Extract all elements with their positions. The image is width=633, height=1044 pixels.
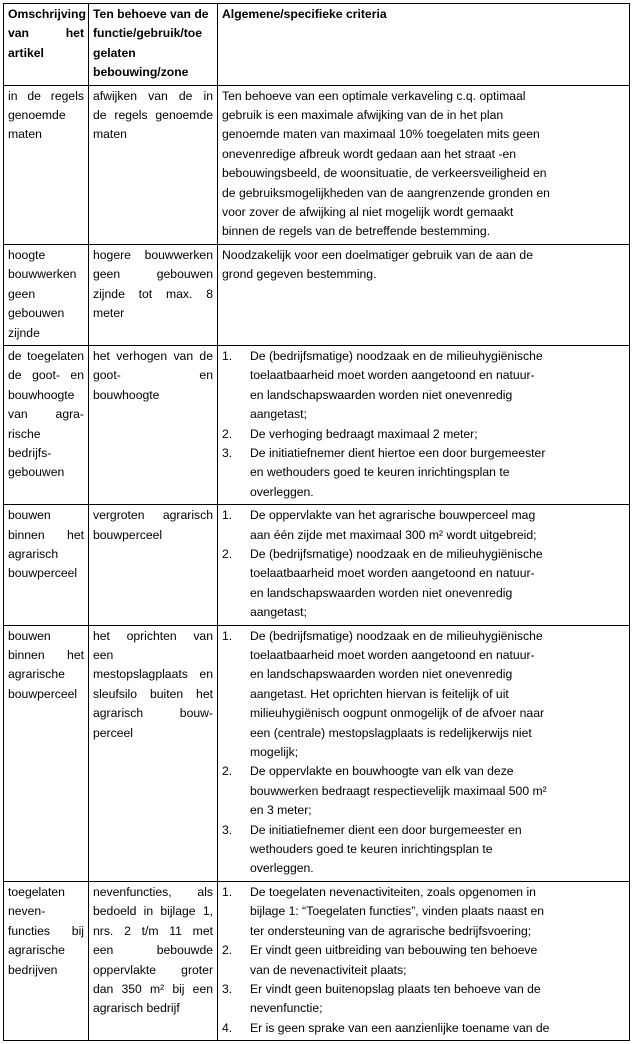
cell-ten-behoeve (89, 345, 218, 504)
text-line: nevenfunctie; (250, 1001, 323, 1016)
text-line: agrarisch bedrijf (93, 1001, 180, 1016)
list-text (250, 821, 625, 879)
cell-criteria (218, 881, 630, 1040)
text-line: bouwwerken bedraagt respectievelijk maximaal 500 m² (250, 783, 547, 798)
text-line: toelaatbaarheid moet worden aangetoond en natuur- (250, 368, 535, 383)
text-line: genoemde (8, 108, 66, 123)
text-line: rische (8, 426, 41, 441)
cell-omschrijving (4, 881, 89, 1040)
text-line: bedrijven (8, 962, 58, 977)
text-line: genoemde maten van maximaal 10% toegelaten mits geen (222, 127, 540, 142)
text-line: Noodzakelijk voor een doelmatiger gebruik van de aan de (222, 247, 533, 262)
text-line: De (bedrijfsmatige) noodzaak en de milieuhygiënische (250, 628, 543, 643)
text-line: toelaatbaarheid moet worden aangetoond en natuur- (250, 648, 535, 662)
text-line: zijnde (8, 325, 40, 340)
text-line: het verhogen van de (93, 348, 213, 363)
text-line: bouwhoogte (93, 387, 160, 402)
text-line: de gebruiksmogelijkheden van de aangrenzende gronden en (222, 185, 550, 200)
text-line: meter (93, 306, 125, 321)
text-line: de toegelaten (8, 348, 84, 363)
text-line: mestopslagplaats en (93, 667, 213, 682)
text-line: De oppervlakte en bouwhoogte van elk van deze (250, 764, 514, 779)
text-line: De initiatiefnemer dient hiertoe een door burgemeester (250, 445, 546, 460)
cell-omschrijving (4, 244, 89, 345)
text-line: voor zover de afwijking al niet mogelijk wordt gemaakt (222, 205, 514, 220)
text-line: van agra- (8, 407, 84, 422)
cell-criteria (218, 505, 630, 625)
text-line: overleggen. (250, 484, 314, 499)
cell-criteria (218, 345, 630, 504)
text-line: De verhoging bedraagt maximaal 2 meter; (250, 426, 478, 441)
text-line: binnen het (8, 648, 84, 662)
list-number: 3. (222, 822, 233, 837)
table-body (4, 85, 630, 1041)
text-line: grond gegeven bestemming. (222, 267, 377, 282)
text-line: gebruik is een maximale afwijking van de in het plan (222, 108, 504, 123)
text-line: bouwperceel (8, 686, 78, 701)
table-header-row (4, 4, 630, 86)
criteria-list-item (222, 444, 625, 502)
text-line: bijlage 1: “Toegelaten functies”, vinden plaats naast en (250, 904, 545, 919)
table-row (4, 244, 630, 345)
text-line: aan één zijde met maximaal 300 m² wordt uitgebreid; (250, 527, 537, 542)
list-text (250, 627, 625, 763)
list-number: 2. (222, 764, 233, 779)
criteria-list-item (222, 883, 625, 941)
text-line: en landschapswaarden worden niet onevenredig (250, 387, 513, 402)
text-line: de regels genoemde (93, 108, 213, 123)
text-line: bedrijfs- (8, 445, 52, 460)
text-line: bouwperceel (93, 527, 163, 542)
text-line: gebouwen (8, 306, 65, 321)
text-line: De initiatiefnemer dient een door burgemeester en (250, 822, 522, 837)
text-line: van het (8, 26, 84, 41)
text-line: overleggen. (250, 861, 314, 876)
text-line: Ten behoeve van de (93, 7, 209, 21)
list-number: 3. (222, 981, 233, 996)
text-line: en landschapswaarden worden niet onevenredig (250, 667, 513, 682)
list-text (250, 506, 625, 545)
text-line: en wethouders goed te keuren inrichtingsplan te (250, 465, 510, 480)
text-line: gelaten (93, 45, 136, 60)
text-line: perceel (93, 725, 133, 740)
text-line: agrarisch bouw- (93, 706, 213, 721)
text-line: binnen de regels van de betreffende bestemming. (222, 224, 491, 239)
criteria-list-item (222, 347, 625, 425)
text-line: ter ondersteuning van de agrarische bedrijfsvoering; (250, 923, 532, 938)
text-line: functies bij (8, 923, 84, 938)
text-line: bebouwingsbeeld, de woonsituatie, de verkeersveiligheid en (222, 166, 547, 181)
criteria-list (222, 347, 625, 502)
list-number: 1. (222, 884, 233, 899)
table-row (4, 345, 630, 504)
cell-criteria (218, 625, 630, 881)
table-row (4, 505, 630, 625)
header-omschrijving (4, 4, 89, 86)
cell-criteria (218, 85, 630, 244)
list-text (250, 444, 625, 502)
text-line: het oprichten van (93, 628, 213, 643)
criteria-list-item (222, 762, 625, 820)
text-line: gebouwen (8, 465, 65, 480)
list-text (250, 425, 625, 444)
text-line: bouwen (8, 628, 51, 643)
text-line: nevenfuncties, als (93, 884, 213, 899)
list-text (250, 883, 625, 941)
header-criteria: Algemene/specifieke criteria (218, 4, 630, 86)
cell-ten-behoeve (89, 881, 218, 1040)
text-line: nrs. 2 t/m 11 met (93, 923, 213, 938)
list-text (250, 762, 625, 820)
list-number: 2. (222, 546, 233, 561)
text-line: agrarisch (8, 546, 59, 561)
table-row (4, 881, 630, 1040)
text-line: Er vindt geen uitbreiding van bebouwing ten behoeve (250, 943, 538, 958)
text-line: sleufsilo buiten het (93, 686, 213, 701)
criteria-list-item (222, 1019, 625, 1038)
text-line: agrarische (8, 667, 65, 682)
text-line: toegelaten (8, 884, 65, 899)
criteria-list (222, 627, 625, 879)
text-line: mogelijk; (250, 745, 299, 760)
criteria-list-item (222, 941, 625, 980)
list-text (250, 980, 625, 1019)
text-line: bedoeld in bijlage 1, (93, 904, 213, 919)
text-line: en 3 meter; (250, 803, 312, 818)
table-row (4, 85, 630, 244)
cell-ten-behoeve (89, 505, 218, 625)
list-number: 4. (222, 1020, 233, 1035)
text-line: bebouwing/zone (93, 65, 189, 80)
criteria-list-item (222, 627, 625, 763)
text-line: dan 350 m² bij een (93, 981, 213, 996)
text-line: agrarische (8, 943, 65, 958)
text-line: milieuhygiënisch oogpunt onmogelijk of de afvoer naar (250, 706, 545, 721)
text-line: zijnde tot max. 8 (93, 286, 213, 301)
text-line: geen (8, 286, 36, 301)
text-line: onevenredige afbreuk wordt gedaan aan het straat -en (222, 146, 517, 161)
criteria-list (222, 506, 625, 622)
text-line: functie/gebruik/toe (93, 26, 203, 41)
text-line: binnen het (8, 527, 84, 542)
text-line: De (bedrijfsmatige) noodzaak en de milieuhygiënische (250, 348, 543, 363)
cell-criteria (218, 244, 630, 345)
cell-omschrijving (4, 345, 89, 504)
cell-ten-behoeve (89, 85, 218, 244)
text-line: maten (93, 127, 127, 142)
text-line: De (bedrijfsmatige) noodzaak en de milieuhygiënische (250, 546, 543, 561)
text-line: De toegelaten nevenactiviteiten, zoals opgenomen in (250, 884, 536, 899)
text-line: geen gebouwen (93, 267, 213, 282)
text-line: Omschrijving (8, 7, 86, 21)
text-line: bouwwerken (8, 267, 77, 282)
text-line: Er is geen sprake van een aanzienlijke toename van de (250, 1020, 550, 1035)
text-line: aangetast; (250, 605, 307, 620)
criteria-table (3, 3, 630, 1041)
criteria-list-item (222, 821, 625, 879)
text-line: bouwperceel (8, 566, 78, 581)
text-line: bouwhoogte (8, 387, 75, 402)
text-line: en landschapswaarden worden niet onevenredig (250, 585, 513, 600)
text-line: wethouders goed te keuren inrichtingsplan te (250, 842, 493, 857)
list-text (250, 941, 625, 980)
text-line: De oppervlakte van het agrarische bouwperceel mag (250, 508, 536, 523)
table-row (4, 625, 630, 881)
list-number: 1. (222, 348, 233, 363)
text-line: aangetast; (250, 407, 307, 422)
text-line: hogere bouwwerken (93, 247, 213, 262)
text-line: Ten behoeve van een optimale verkaveling c.q. optimaal (222, 88, 526, 103)
criteria-list-item (222, 545, 625, 623)
list-number: 1. (222, 508, 233, 523)
text-line: in de regels (8, 88, 84, 103)
text-line: een (centrale) mestopslagplaats is redelijkerwijs niet (250, 725, 532, 740)
text-line: maten (8, 127, 42, 142)
text-line: vergroten agrarisch (93, 508, 213, 523)
text-line: een (93, 648, 114, 662)
criteria-list-item (222, 506, 625, 545)
cell-ten-behoeve (89, 625, 218, 881)
list-number: 2. (222, 943, 233, 958)
criteria-list-item (222, 425, 625, 444)
list-text (250, 347, 625, 425)
criteria-list (222, 883, 625, 1038)
list-number: 3. (222, 445, 233, 460)
text-line: afwijken van de in (93, 88, 213, 103)
cell-omschrijving (4, 505, 89, 625)
text-line: neven- (8, 904, 46, 919)
cell-omschrijving (4, 625, 89, 881)
text-line: een bebouwde (93, 943, 213, 958)
text-line: Er vindt geen buitenopslag plaats ten behoeve van de (250, 981, 541, 996)
text-line: van de nevenactiviteit plaats; (250, 962, 407, 977)
text-line: aangetast. Het oprichten hiervan is feitelijk of uit (250, 686, 509, 701)
text-line: goot- en (93, 368, 213, 383)
list-text (250, 545, 625, 623)
text-line: oppervlakte groter (93, 962, 213, 977)
criteria-list-item (222, 980, 625, 1019)
criteria-document (3, 3, 630, 1041)
cell-omschrijving (4, 85, 89, 244)
list-text (250, 1019, 625, 1038)
list-number: 2. (222, 426, 233, 441)
text-line: hoogte (8, 247, 46, 262)
list-number: 1. (222, 628, 233, 643)
text-line: artikel (8, 45, 44, 60)
cell-ten-behoeve (89, 244, 218, 345)
text-line: de goot- en (8, 368, 84, 383)
text-line: bouwen (8, 508, 51, 523)
header-ten-behoeve (89, 4, 218, 86)
text-line: toelaatbaarheid moet worden aangetoond en natuur- (250, 566, 535, 581)
